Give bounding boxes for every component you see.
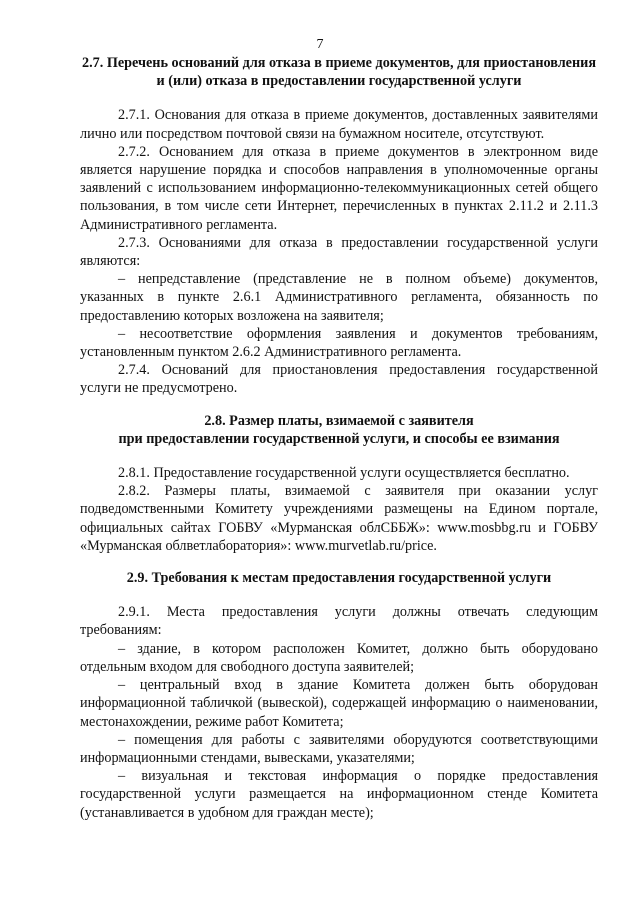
section-2-9-heading: 2.9. Требования к местам предоставления государственной услуги (126, 570, 552, 587)
section-2-7-heading: 2.7. Перечень оснований для отказа в приеме документов, для приостановления и (или) отказа в предоставлении государственной услуги (82, 55, 596, 90)
list-item-2-9-1-a: – здание, в котором расположен Комитет, должно быть оборудовано отдельным входом для свободного доступа заявителей; (80, 640, 598, 675)
list-item-2-9-1-d: – визуальная и текстовая информация о порядке предоставления государственной услуги размещается на информационном стенде Комитета (устанавливается в удобном для граждан месте); (80, 768, 598, 821)
paragraph-2-7-2: 2.7.2. Основанием для отказа в приеме документов в электронном виде является нарушение порядка и способов направления в уполномоченные органы заявлений с использованием информационно-телекоммуникационных сетей общего пользования, в том числе сети Интернет, перечисленных в пунктах 2.11.2 и 2.11.3 Административного регламента. (80, 143, 598, 233)
paragraph-2-7-3: 2.7.3. Основаниями для отказа в предоставлении государственной услуги являются: (80, 234, 598, 270)
paragraph-2-7-1: 2.7.1. Основания для отказа в приеме документов, доставленных заявителями лично или посредством почтовой связи на бумажном носителе, отсутствуют. (80, 107, 598, 142)
section-2-8-heading-line1: 2.8. Размер платы, взимаемой с заявителя (204, 412, 474, 429)
list-item-2-9-1-c: – помещения для работы с заявителями оборудуются соответствующими информационными стендами, вывесками, указателями; (80, 731, 598, 766)
page-content (80, 54, 598, 822)
paragraph-2-7-4: 2.7.4. Оснований для приостановления предоставления государственной услуги не предусмотрено. (80, 362, 598, 397)
paragraph-2-8-1: 2.8.1. Предоставление государственной услуги осуществляется бесплатно. (118, 465, 570, 482)
list-item-2-7-3-a: – непредставление (представление не в полном объеме) документов, указанных в пункте 2.6.1 Административного регламента, обязанность по предоставлению которых возложена на заявителя; (80, 271, 598, 324)
paragraph-2-8-2: 2.8.2. Размеры платы, взимаемой с заявителя при оказании услуг подведомственными Комитету учреждениями размещены на Едином портале, официальных сайтах ГОБВУ «Мурманская облСББЖ»: www.mosbbg.ru и ГОБВУ «Мурманская облветлаборатория»: www.murvetlab.ru/price. (80, 483, 598, 554)
page-number: 7 (316, 37, 324, 52)
paragraph-2-9-1: 2.9.1. Места предоставления услуги должны отвечать следующим требованиям: (80, 604, 598, 639)
list-item-2-7-3-b: – несоответствие оформления заявления и документов требованиям, установленным пунктом 2.6.2 Административного регламента. (80, 325, 598, 361)
list-item-2-9-1-b: – центральный вход в здание Комитета должен быть оборудован информационной табличкой (вывеской), содержащей информацию о наименовании, местонахождении, режиме работ Комитета; (80, 677, 598, 730)
section-2-8-heading-line2: при предоставлении государственной услуги, и способы ее взимания (118, 430, 560, 447)
